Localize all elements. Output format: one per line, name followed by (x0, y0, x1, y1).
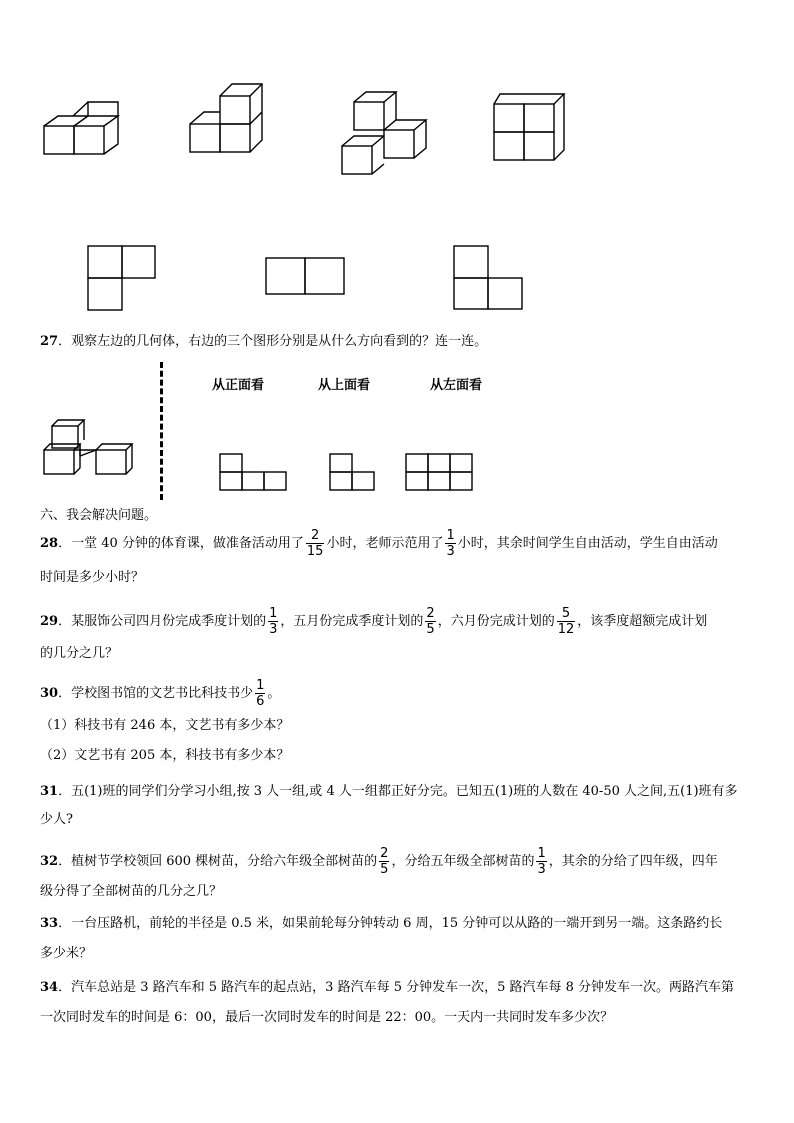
q28-fraction-2 (445, 528, 455, 559)
q29-frac2-den: 5 (426, 622, 435, 637)
q31-text-1: ．五(1)班的同学们分学习小组,按 3 人一组,或 4 人一组都正好分完。已知五(1)班的人数在 40-50 人之间,五(1)班有多 (58, 784, 738, 799)
label-top-view[interactable]: 从上面看 (318, 378, 371, 393)
solid-4-figure[interactable] (490, 90, 570, 162)
question-30-line-1 (40, 678, 280, 709)
label-left-view[interactable]: 从左面看 (430, 378, 483, 393)
divider-dashed-line (160, 362, 163, 500)
q30-text-1: ．学校图书馆的文艺书比科技书少 (58, 686, 254, 701)
q28-frac1-den: 15 (306, 544, 324, 559)
q30-fraction-1 (255, 678, 265, 709)
q32-text-3: ，其余的分给了四年级，四年 (548, 854, 718, 869)
view-a-figure[interactable] (86, 244, 158, 314)
question-33-line-2: 多少米？ (40, 946, 93, 961)
solid-2-figure[interactable] (186, 80, 270, 158)
q29-text-4: ，该季度超额完成计划 (577, 614, 708, 629)
q29-fraction-3 (557, 606, 576, 637)
question-33-line-1 (40, 914, 722, 934)
q29-frac1-num: 1 (269, 606, 278, 621)
label-front-view[interactable]: 从正面看 (212, 378, 265, 393)
q28-text-3: 小时，其余时间学生自由活动，学生自由活动 (457, 536, 718, 551)
q29-text-1: ．某服饰公司四月份完成季度计划的 (58, 614, 267, 629)
question-30-sub-1: （1）科技书有 246 本，文艺书有多少本？ (40, 718, 290, 733)
question-32-number: 32 (40, 854, 59, 869)
q32-frac2-num: 1 (537, 846, 546, 861)
q29-frac2-num: 2 (426, 606, 435, 621)
question-34-line-1 (40, 978, 734, 998)
q29-frac3-num: 5 (557, 606, 576, 622)
question-29-line-1 (40, 606, 707, 637)
solid-1-figure[interactable] (40, 96, 130, 158)
view-b-figure[interactable] (264, 256, 348, 298)
question-34-line-2: 一次同时发车的时间是 6：00，最后一次同时发车的时间是 22：00。一天内一共同时发车多少次？ (40, 1010, 614, 1025)
q32-text-1: ．植树节学校领回 600 棵树苗，分给六年级全部树苗的 (58, 854, 378, 869)
question-27-number: 27 (40, 334, 59, 349)
q27-view-3-figure[interactable] (404, 452, 476, 494)
q33-text-1: ．一台压路机，前轮的半径是 0.5 米，如果前轮每分钟转动 6 周，15 分钟可以从路的一端开到另一端。这条路约长 (58, 916, 723, 931)
q29-text-2: ，五月份完成季度计划的 (280, 614, 424, 629)
q32-frac1-den: 5 (380, 862, 389, 877)
question-31-line-1 (40, 782, 738, 802)
q29-fraction-1 (268, 606, 278, 637)
question-31-number: 31 (40, 784, 59, 799)
solid-3-figure[interactable] (336, 88, 432, 180)
q28-text-2: 小时，老师示范用了 (326, 536, 444, 551)
section-6-heading: 六、我会解决问题。 (40, 508, 158, 523)
question-32-line-1 (40, 846, 718, 877)
q28-fraction-1 (306, 528, 325, 559)
q32-frac2-den: 3 (537, 862, 546, 877)
q30-text-2: 。 (267, 686, 281, 701)
q28-frac2-den: 3 (446, 544, 455, 559)
q32-fraction-1 (379, 846, 389, 877)
question-29-line-2: 的几分之几？ (40, 646, 119, 661)
question-27-text: ．观察左边的几何体，右边的三个图形分别是从什么方向看到的？连一连。 (58, 334, 488, 349)
q32-fraction-2 (536, 846, 546, 877)
q34-text-1: ．汽车总站是 3 路汽车和 5 路汽车的起点站，3 路汽车每 5 分钟发车一次，5 路汽车每 8 分钟发车一次。两路汽车第 (58, 980, 735, 995)
question-28-number: 28 (40, 536, 59, 551)
q29-frac3-den: 12 (557, 622, 575, 637)
q32-frac1-num: 2 (380, 846, 389, 861)
question-28-line-1 (40, 528, 718, 559)
q28-text-1: ．一堂 40 分钟的体育课，做准备活动用了 (58, 536, 304, 551)
q27-view-1-figure[interactable] (218, 452, 290, 494)
view-c-figure[interactable] (452, 244, 526, 312)
question-34-number: 34 (40, 980, 59, 995)
question-30-number: 30 (40, 686, 59, 701)
q29-fraction-2 (425, 606, 435, 637)
question-27 (40, 332, 487, 352)
question-30-sub-2: （2）文艺书有 205 本，科技书有多少本？ (40, 748, 290, 763)
q29-text-3: ，六月份完成计划的 (437, 614, 555, 629)
question-32-line-2: 级分得了全部树苗的几分之几？ (40, 884, 223, 899)
q28-frac2-num: 1 (446, 528, 455, 543)
q30-frac1-den: 6 (256, 694, 265, 709)
question-29-number: 29 (40, 614, 59, 629)
q32-text-2: ，分给五年级全部树苗的 (391, 854, 535, 869)
q28-frac1-num: 2 (306, 528, 325, 544)
q30-frac1-num: 1 (256, 678, 265, 693)
question-31-line-2: 少人? (40, 812, 73, 827)
q27-view-2-figure[interactable] (328, 452, 378, 494)
q27-solid-figure[interactable] (40, 416, 144, 478)
question-33-number: 33 (40, 916, 59, 931)
question-28-line-2: 时间是多少小时？ (40, 570, 145, 585)
q29-frac1-den: 3 (269, 622, 278, 637)
